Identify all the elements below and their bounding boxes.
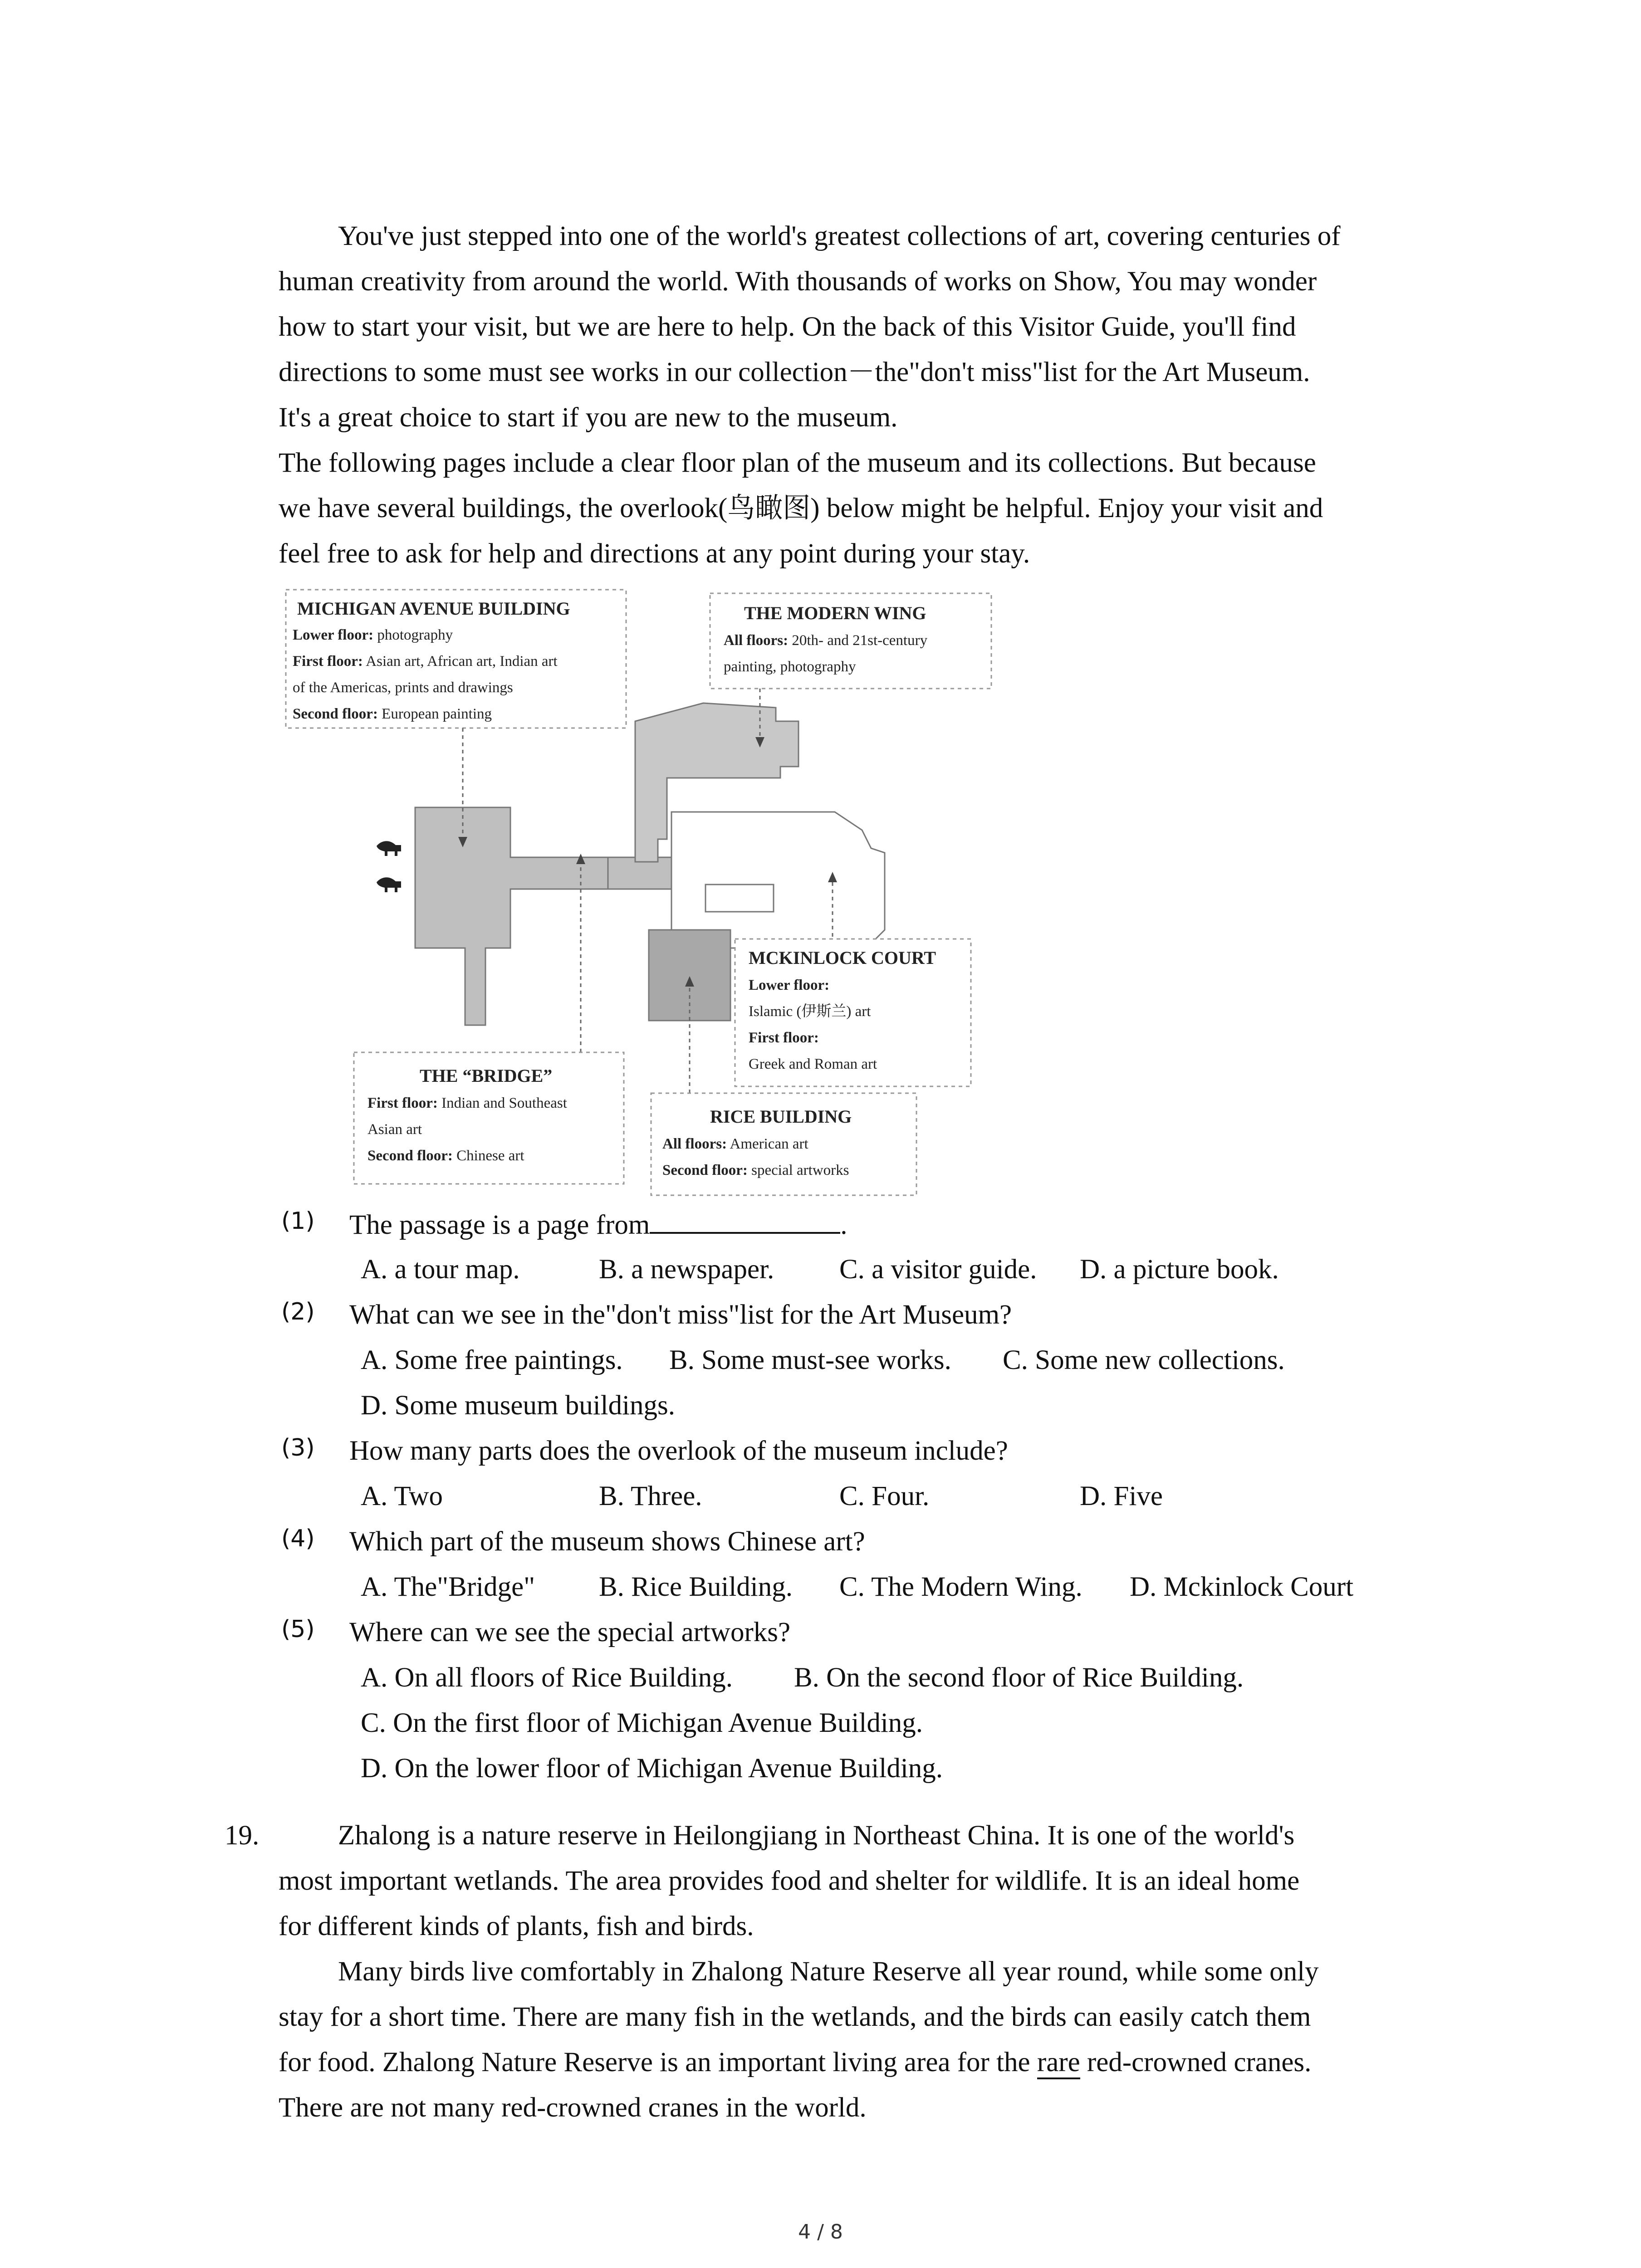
option-a[interactable]: A. Two: [361, 1481, 443, 1511]
passage-line: human creativity from around the world. With thousands of works on Show, You may wonder: [279, 266, 1317, 297]
mckinlock-l1-label: Lower floor:: [749, 977, 830, 993]
option-b[interactable]: B. Some must-see works.: [669, 1345, 951, 1375]
option-b[interactable]: B. Rice Building.: [599, 1572, 793, 1602]
question-stem: Which part of the museum shows Chinese art?: [349, 1526, 865, 1557]
option-a[interactable]: A. a tour map.: [361, 1254, 520, 1285]
bridge-title: THE “BRIDGE”: [420, 1066, 553, 1086]
section-number: 19.: [225, 1820, 260, 1851]
option-d[interactable]: D. Some museum buildings.: [361, 1390, 676, 1421]
option-c[interactable]: C. The Modern Wing.: [839, 1572, 1083, 1602]
question-stem: Where can we see the special artworks?: [349, 1617, 791, 1647]
michigan-l2-text: Asian art, African art, Indian art: [362, 653, 558, 670]
michigan-l1-text: photography: [373, 627, 453, 643]
inner-court-shape: [705, 885, 774, 912]
passage-line: feel free to ask for help and directions at any point during your stay.: [279, 538, 1030, 569]
paragraph-line: Zhalong is a nature reserve in Heilongjiang in Northeast China. It is one of the world's: [338, 1820, 1295, 1851]
option-a[interactable]: A. Some free paintings.: [361, 1345, 623, 1375]
passage-line: It's a great choice to start if you are new to the museum.: [279, 402, 898, 433]
rice-l1-text: American art: [727, 1136, 808, 1152]
question-number: (4): [281, 1525, 315, 1552]
lion-statue-icon: [377, 877, 401, 892]
paragraph-line: stay for a short time. There are many fish in the wetlands, and the birds can easily catch them: [279, 2002, 1311, 2032]
michigan-l2-label: First floor:: [293, 653, 363, 670]
bridge-l3-text: Chinese art: [452, 1148, 524, 1164]
mckinlock-court-shape: [671, 812, 885, 948]
svg-text:First floor: Asian art, Africa: [293, 653, 558, 670]
option-c[interactable]: C. On the first floor of Michigan Avenue Building.: [361, 1708, 923, 1738]
question-stem: What can we see in the"don't miss"list for the Art Museum?: [349, 1300, 1012, 1330]
option-d[interactable]: D. Mckinlock Court: [1130, 1572, 1354, 1602]
passage-line: You've just stepped into one of the world's greatest collections of art, covering centuries of: [338, 221, 1341, 251]
michigan-l1-label: Lower floor:: [293, 627, 374, 643]
option-b[interactable]: B. On the second floor of Rice Building.: [794, 1662, 1244, 1693]
question-stem-end: .: [840, 1210, 847, 1240]
svg-text:Second floor: Chinese art: [367, 1148, 524, 1164]
question-number: (5): [281, 1616, 315, 1643]
option-b[interactable]: B. Three.: [599, 1481, 702, 1511]
svg-text:First floor: Indian and Southe: [367, 1095, 567, 1111]
paragraph-line: There are not many red-crowned cranes in the world.: [279, 2092, 867, 2123]
paragraph-line: most important wetlands. The area provides food and shelter for wildlife. It is an ideal home: [279, 1866, 1300, 1896]
text-segment: red-crowned cranes.: [1080, 2047, 1312, 2077]
rice-l2-label: Second floor:: [662, 1162, 748, 1178]
michigan-l4-label: Second floor:: [293, 706, 378, 722]
mckinlock-l3-label: First floor:: [749, 1030, 819, 1046]
question-stem: How many parts does the overlook of the museum include?: [349, 1436, 1008, 1466]
michigan-building-shape: [415, 807, 608, 1025]
svg-text:Second floor: European paintin: [293, 706, 492, 722]
svg-text:All floors: 20th- and 21st-cen: [724, 632, 928, 649]
bridge-l3-label: Second floor:: [367, 1148, 453, 1164]
bridge-l2-text: Asian art: [367, 1121, 422, 1138]
option-a[interactable]: A. On all floors of Rice Building.: [361, 1662, 733, 1693]
option-c[interactable]: C. a visitor guide.: [839, 1254, 1037, 1285]
modern-l2-text: painting, photography: [724, 659, 856, 675]
modern-title: THE MODERN WING: [744, 603, 926, 623]
option-d[interactable]: D. On the lower floor of Michigan Avenue Building.: [361, 1753, 943, 1784]
rice-l1-label: All floors:: [662, 1136, 727, 1152]
lion-statue-icon: [377, 841, 401, 856]
page-number: 4 / 8: [798, 2220, 843, 2244]
rice-building-shape: [649, 930, 730, 1021]
michigan-title: MICHIGAN AVENUE BUILDING: [297, 598, 570, 619]
passage-line: how to start your visit, but we are here to help. On the back of this Visitor Guide, you'll find: [279, 312, 1296, 342]
option-d[interactable]: D. Five: [1080, 1481, 1163, 1511]
question-number: (3): [281, 1434, 315, 1461]
text-segment: for food. Zhalong Nature Reserve is an important living area for the: [279, 2047, 1037, 2077]
museum-overlook-map: [281, 585, 1003, 1202]
michigan-l3-text: of the Americas, prints and drawings: [293, 679, 513, 696]
passage-line: we have several buildings, the overlook(鸟瞰图) below might be helpful. Enjoy your visit and: [279, 493, 1323, 523]
mckinlock-l4-text: Greek and Roman art: [749, 1056, 877, 1072]
paragraph-line: [279, 2048, 1311, 2076]
bridge-l1-text: Indian and Southeast: [437, 1095, 567, 1111]
question-number: (2): [281, 1298, 315, 1325]
question-number: (1): [281, 1207, 315, 1235]
paragraph-line: Many birds live comfortably in Zhalong Nature Reserve all year round, while some only: [338, 1956, 1319, 1987]
mckinlock-l2-text: Islamic (伊斯兰) art: [749, 1003, 871, 1020]
paragraph-line: for different kinds of plants, fish and birds.: [279, 1911, 754, 1941]
modern-l1-text: 20th- and 21st-century: [788, 632, 928, 649]
option-c[interactable]: C. Some new collections.: [1003, 1345, 1285, 1375]
option-d[interactable]: D. a picture book.: [1080, 1254, 1279, 1285]
passage-line: directions to some must see works in our collection－the"don't miss"list for the Art Museum.: [279, 357, 1310, 387]
svg-text:Second floor: special artworks: [662, 1162, 849, 1178]
question-stem: [349, 1210, 847, 1239]
option-b[interactable]: B. a newspaper.: [599, 1254, 774, 1285]
michigan-l4-text: European painting: [377, 706, 492, 722]
svg-text:Lower floor: photography: [293, 627, 453, 643]
bridge-l1-label: First floor:: [367, 1095, 438, 1111]
modern-l1-label: All floors:: [724, 632, 789, 649]
option-c[interactable]: C. Four.: [839, 1481, 930, 1511]
option-a[interactable]: A. The"Bridge": [361, 1572, 535, 1602]
svg-text:All floors: American art: [662, 1136, 808, 1152]
rice-title: RICE BUILDING: [710, 1106, 852, 1127]
question-stem-text: The passage is a page from: [349, 1210, 650, 1240]
passage-line: The following pages include a clear floor plan of the museum and its collections. But because: [279, 448, 1316, 478]
rice-l2-text: special artworks: [747, 1162, 849, 1178]
mckinlock-title: MCKINLOCK COURT: [749, 948, 936, 968]
underlined-word: rare: [1037, 2047, 1080, 2079]
answer-blank[interactable]: [650, 1210, 840, 1234]
